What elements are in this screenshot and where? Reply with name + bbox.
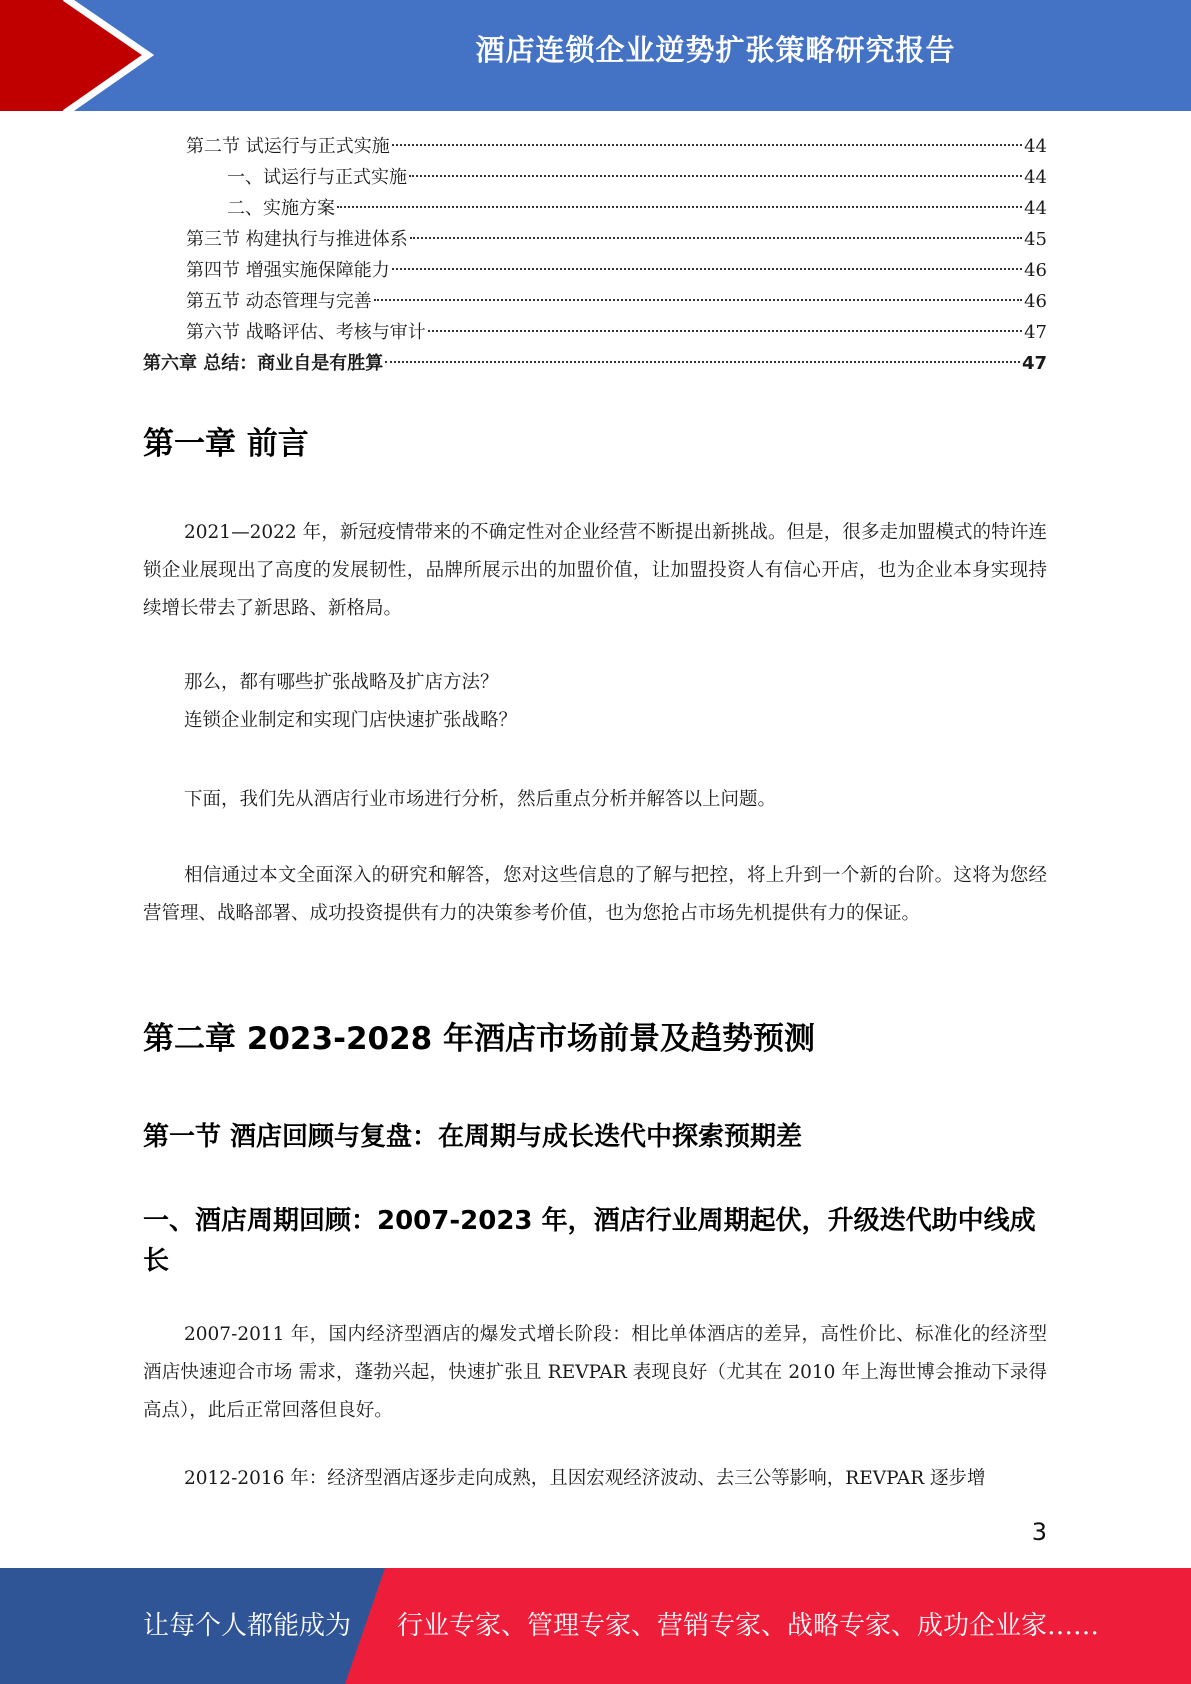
toc-leader-dots — [337, 206, 1022, 208]
toc-label: 第五节 动态管理与完善 — [186, 291, 372, 312]
chapter-2-paragraph-2: 2012-2016 年：经济型酒店逐步走向成熟，且因宏观经济波动、去三公等影响，REVPAR 逐步增 — [184, 1468, 986, 1489]
chapter-1-question-2: 连锁企业制定和实现门店快速扩张战略？ — [184, 710, 518, 731]
toc-row[interactable] — [143, 255, 1047, 286]
footer-slogan-right: 行业专家、管理专家、营销专家、战略专家、成功企业家…… — [397, 1611, 1100, 1641]
toc-row[interactable] — [143, 317, 1047, 348]
chapter-1-heading: 第一章 前言 — [143, 426, 309, 462]
toc-label: 二、实施方案 — [227, 198, 335, 219]
table-of-contents — [143, 131, 1047, 379]
toc-page-number: 44 — [1024, 136, 1047, 157]
page-footer — [0, 1568, 1191, 1684]
toc-page-number: 45 — [1024, 229, 1047, 250]
toc-label: 一、试运行与正式实施 — [227, 167, 407, 188]
toc-leader-dots — [374, 299, 1022, 301]
toc-page-number: 47 — [1021, 353, 1047, 374]
toc-label: 第二节 试运行与正式实施 — [186, 136, 390, 157]
toc-leader-dots — [409, 175, 1022, 177]
toc-page-number: 47 — [1024, 322, 1047, 343]
subsection-1-heading: 一、酒店周期回顾：2007-2023 年，酒店行业周期起伏，升级迭代助中线成长 — [143, 1206, 1036, 1276]
toc-row[interactable] — [143, 224, 1047, 255]
toc-row[interactable] — [143, 286, 1047, 317]
toc-row[interactable] — [143, 162, 1047, 193]
chapter-1-paragraph-3: 相信通过本文全面深入的研究和解答，您对这些信息的了解与把控，将上升到一个新的台阶。这将为您经营管理、战略部署、成功投资提供有力的决策参考价值，也为您抢占市场先机提供有力的保证。 — [143, 865, 1047, 924]
section-1-heading: 第一节 酒店回顾与复盘：在周期与成长迭代中探索预期差 — [143, 1122, 803, 1152]
toc-page-number: 46 — [1024, 291, 1047, 312]
toc-label: 第六节 战略评估、考核与审计 — [186, 322, 426, 343]
chapter-1-paragraph-2: 下面，我们先从酒店行业市场进行分析，然后重点分析并解答以上问题。 — [184, 789, 777, 810]
chapter-1-paragraph-1: 2021—2022 年，新冠疫情带来的不确定性对企业经营不断提出新挑战。但是，很多走加盟模式的特许连锁企业展现出了高度的发展韧性，品牌所展示出的加盟价值，让加盟投资人有信心开店，也为企业本身实现持续增长带去了新思路、新格局。 — [143, 522, 1047, 619]
toc-page-number: 44 — [1024, 167, 1047, 188]
toc-page-number: 44 — [1024, 198, 1047, 219]
toc-label: 第三节 构建执行与推进体系 — [186, 229, 408, 250]
chapter-2-paragraph-1: 2007-2011 年，国内经济型酒店的爆发式增长阶段：相比单体酒店的差异，高性价比、标准化的经济型酒店快速迎合市场 需求，蓬勃兴起，快速扩张且 REVPAR 表现良好（尤其在 2010 年上海世博会推动下录得高点），此后正常回落但良好。 — [143, 1324, 1047, 1421]
chapter-1-question-1: 那么，都有哪些扩张战略及扩店方法？ — [184, 672, 499, 693]
toc-leader-dots — [392, 144, 1022, 146]
footer-slogan-left: 让每个人都能成为 — [143, 1611, 352, 1641]
toc-leader-dots — [428, 330, 1022, 332]
toc-row[interactable] — [143, 193, 1047, 224]
toc-leader-dots — [392, 268, 1022, 270]
toc-row-chapter[interactable] — [143, 348, 1047, 379]
page-number: 3 — [1031, 1518, 1047, 1546]
toc-leader-dots — [410, 237, 1022, 239]
toc-label: 第六章 总结：商业自是有胜算 — [143, 353, 384, 374]
document-title: 酒店连锁企业逆势扩张策略研究报告 — [475, 33, 956, 67]
page-header — [0, 0, 1191, 111]
toc-row[interactable] — [143, 131, 1047, 162]
chapter-2-heading: 第二章 2023-2028 年酒店市场前景及趋势预测 — [143, 1021, 816, 1057]
toc-label: 第四节 增强实施保障能力 — [186, 260, 390, 281]
toc-leader-dots — [385, 361, 1020, 363]
toc-page-number: 46 — [1024, 260, 1047, 281]
